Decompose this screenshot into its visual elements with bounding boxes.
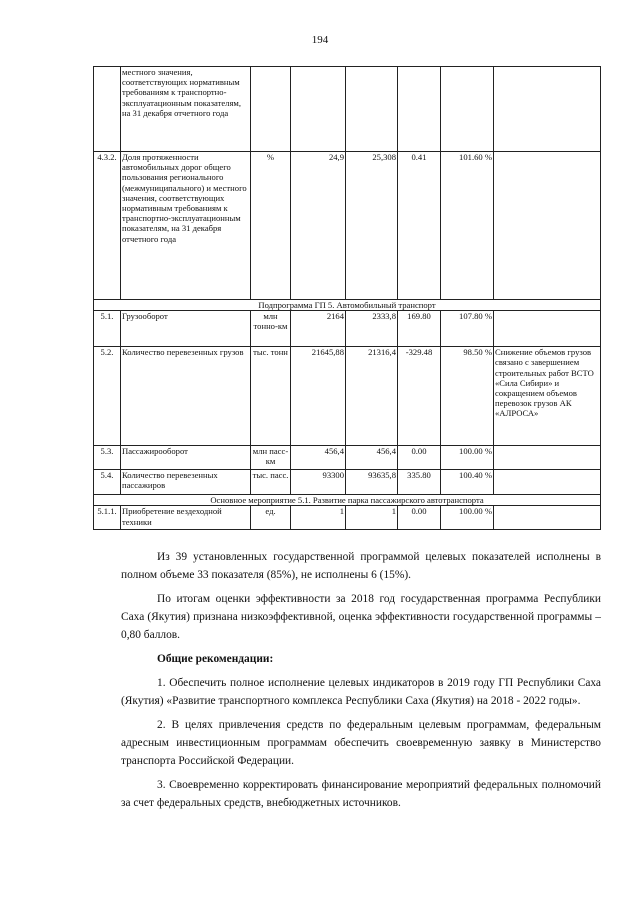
table-row — [94, 300, 601, 311]
indicator-name: Доля протяженности автомобильных дорог общего пользования регионального (межмуниципального) и местного значения, соответствующих нормативным требованиям к транспортно-эксплуатационным показателям, на 31 декабря отчетного года — [121, 152, 251, 300]
percent: 100.40 % — [441, 470, 494, 495]
indicator-name: Грузооборот — [121, 311, 251, 347]
table-row — [94, 311, 601, 347]
plan-value: 21645,88 — [291, 347, 346, 446]
page-number: 194 — [311, 34, 329, 46]
deviation: 169.80 — [398, 311, 441, 347]
paragraph-evaluation: По итогам оценки эффективности за 2018 год государственная программа Республики Саха (Якутия) признана низкоэффективной, оценка эффективности государственной программы – 0,80 баллов. — [121, 593, 601, 641]
percent: 100.00 % — [441, 506, 494, 530]
unit: тыс. тонн — [251, 347, 291, 446]
note: Снижение объемов грузов связано с завершением строительных работ ВСТО «Сила Сибири» и сокращением объемов перевозок грузов АК «АЛРОСА» — [494, 347, 601, 446]
unit: % — [251, 152, 291, 300]
indicator-name: Приобретение вездеходной техники — [121, 506, 251, 530]
table-row — [94, 495, 601, 506]
unit: млн пасс-км — [251, 446, 291, 470]
deviation: 0.41 — [398, 152, 441, 300]
percent: 100.00 % — [441, 446, 494, 470]
percent: 98.50 % — [441, 347, 494, 446]
unit: ед. — [251, 506, 291, 530]
paragraph-summary: Из 39 установленных государственной программой целевых показателей исполнены в полном объеме 33 показателя (85%), не исполнены 6 (15%). — [121, 551, 601, 581]
table-row — [94, 446, 601, 470]
indicators-table — [93, 66, 601, 530]
recommendations-heading: Общие рекомендации: — [157, 653, 274, 665]
fact-value: 25,308 — [346, 152, 398, 300]
fact-value: 21316,4 — [346, 347, 398, 446]
table-row — [94, 347, 601, 446]
plan-value: 2164 — [291, 311, 346, 347]
note — [494, 446, 601, 470]
deviation: 335.80 — [398, 470, 441, 495]
percent: 107.80 % — [441, 311, 494, 347]
measure-title: Основное мероприятие 5.1. Развитие парка пассажирского автотранспорта — [94, 495, 601, 506]
table-row — [94, 67, 601, 152]
plan-value: 456,4 — [291, 446, 346, 470]
row-number: 4.3.2. — [94, 152, 121, 300]
percent: 101.60 % — [441, 152, 494, 300]
recommendation-2: 2. В целях привлечения средств по федеральным целевым программам, федеральным адресным инвестиционным программам обеспечить своевременную заявку в Министерство транспорта Российской Федерации. — [121, 719, 601, 767]
fact-value: 1 — [346, 506, 398, 530]
fact-value: 2333,8 — [346, 311, 398, 347]
plan-value: 24,9 — [291, 152, 346, 300]
table-row — [94, 470, 601, 495]
plan-value: 93300 — [291, 470, 346, 495]
note — [494, 506, 601, 530]
row-number: 5.3. — [94, 446, 121, 470]
table-row — [94, 152, 601, 300]
text-block — [121, 548, 601, 812]
unit: млн тонно-км — [251, 311, 291, 347]
recommendation-1: 1. Обеспечить полное исполнение целевых индикаторов в 2019 году ГП Республики Саха (Якутия) «Развитие транспортного комплекса Республики Саха (Якутия) на 2018 - 2022 годы». — [121, 677, 601, 707]
note — [494, 470, 601, 495]
note — [494, 152, 601, 300]
fact-value: 93635,8 — [346, 470, 398, 495]
indicator-name: Количество перевезенных пассажиров — [121, 470, 251, 495]
row-number: 5.1.1. — [94, 506, 121, 530]
deviation: -329.48 — [398, 347, 441, 446]
indicator-name: Количество перевезенных грузов — [121, 347, 251, 446]
note — [494, 311, 601, 347]
indicator-name: Пассажирооборот — [121, 446, 251, 470]
row-number: 5.4. — [94, 470, 121, 495]
deviation: 0.00 — [398, 506, 441, 530]
recommendation-3: 3. Своевременно корректировать финансирование мероприятий федеральных полномочий за счет федеральных средств, внебюджетных источников. — [121, 779, 601, 809]
subprogram-title: Подпрограмма ГП 5. Автомобильный транспорт — [94, 300, 601, 311]
deviation: 0.00 — [398, 446, 441, 470]
row-number: 5.1. — [94, 311, 121, 347]
fact-value: 456,4 — [346, 446, 398, 470]
row-number: 5.2. — [94, 347, 121, 446]
table-row — [94, 506, 601, 530]
plan-value: 1 — [291, 506, 346, 530]
indicator-name: местного значения, соответствующих нормативным требованиям к транспортно-эксплуатационным показателям, на 31 декабря отчетного года — [121, 67, 251, 152]
unit: тыс. пасс. — [251, 470, 291, 495]
